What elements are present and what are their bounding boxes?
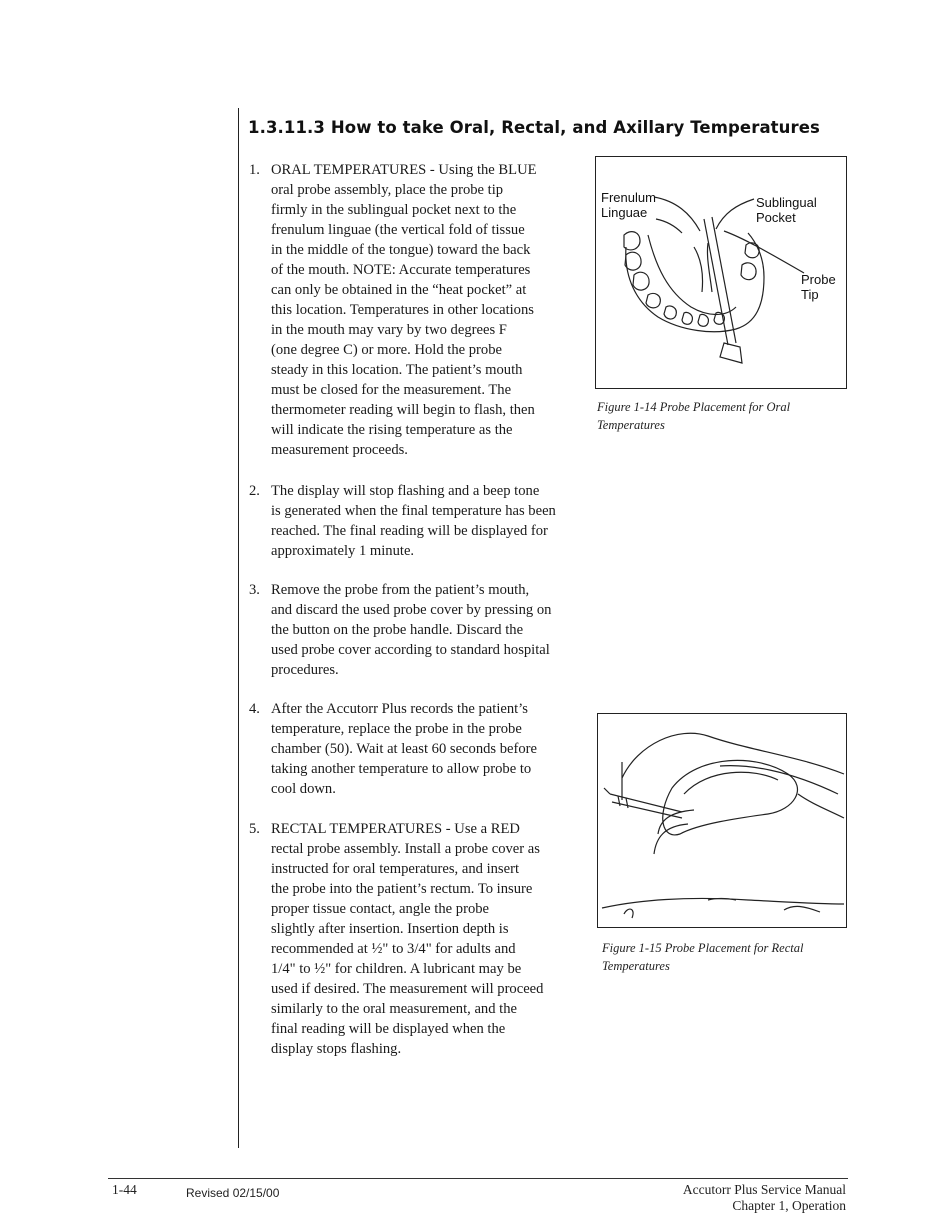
step-number: 2. (249, 483, 260, 499)
step-1 (249, 160, 589, 462)
step-3 (249, 580, 599, 682)
step-text: ORAL TEMPERATURES - Using the BLUE oral probe assembly, place the probe tip firmly in the sublingual pocket next to the frenulum linguae (the vertical fold of tissue in the middle of the tongue) toward the back of the mouth. NOTE: Accurate temperatures can only be obtained in the “heat pocket” at this location. Temperatures in other locations in the mouth may vary by two degrees F (one degree C) or more. Hold the probe steady in this location. The patient’s mouth must be closed for the measurement. The thermometer reading will begin to flash, then will indicate the rising temperature as the measurement proceeds. (271, 162, 537, 458)
page-number: 1-44 (112, 1182, 137, 1197)
label-sublingual-pocket: Sublingual Pocket (756, 195, 817, 225)
label-frenulum-linguae: Frenulum Linguae (601, 190, 656, 220)
manual-title: Accutorr Plus Service Manual (682, 1182, 846, 1197)
step-number: 3. (249, 582, 260, 598)
figure-oral-probe-placement (595, 156, 847, 389)
revision-date: Revised 02/15/00 (186, 1186, 280, 1200)
figure-rectal-probe-placement (597, 713, 847, 928)
caption-figure-1-14: Figure 1-14 Probe Placement for Oral Temperatures (597, 400, 791, 432)
rectal-anatomy-illustration (598, 714, 846, 927)
margin-rule (238, 108, 239, 1148)
step-number: 1. (249, 162, 260, 178)
label-probe-tip: Probe Tip (801, 272, 836, 302)
step-2 (249, 481, 599, 563)
step-text: RECTAL TEMPERATURES - Use a RED rectal probe assembly. Install a probe cover as instructed for oral temperatures, and insert the probe into the patient’s rectum. To insure proper tissue contact, angle the probe slightly after insertion. Insertion depth is recommended at ½" to 3/4" for adults and 1/4" to ½" for children. A lubricant may be used if desired. The measurement will proceed similarly to the oral measurement, and the final reading will be displayed when the display stops flashing. (271, 821, 544, 1057)
step-text: Remove the probe from the patient’s mouth, and discard the used probe cover by pressing on the button on the probe handle. Discard the used probe cover according to standard hospital procedures. (271, 582, 552, 678)
caption-figure-1-15: Figure 1-15 Probe Placement for Rectal Temperatures (602, 941, 804, 973)
step-number: 4. (249, 701, 260, 717)
step-text: The display will stop flashing and a beep tone is generated when the final temperature has been reached. The final reading will be displayed for approximately 1 minute. (271, 483, 556, 559)
section-heading: 1.3.11.3 How to take Oral, Rectal, and Axillary Temperatures (248, 118, 820, 137)
step-number: 5. (249, 821, 260, 837)
step-4 (249, 699, 589, 801)
step-5 (249, 819, 589, 1061)
footer-rule (108, 1178, 848, 1179)
chapter-title: Chapter 1, Operation (732, 1198, 846, 1213)
step-text: After the Accutorr Plus records the patient’s temperature, replace the probe in the probe chamber (50). Wait at least 60 seconds before taking another temperature to allow probe to cool down. (271, 701, 538, 797)
